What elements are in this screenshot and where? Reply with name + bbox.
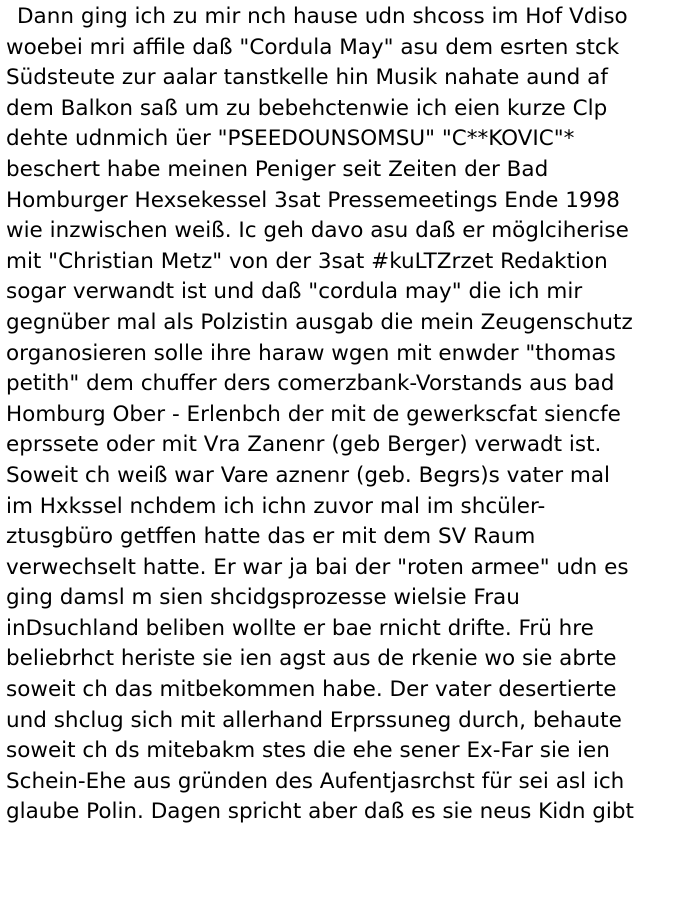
- text-line: organosieren solle ihre haraw wgen mit enwder "thomas: [6, 340, 616, 366]
- text-line: dehte udnmich üer "PSEEDOUNSOMSU" "C**KOVIC"*: [6, 126, 575, 152]
- text-line: mit "Christian Metz" von der 3sat #kuLTZrzet Redaktion: [6, 248, 608, 274]
- text-line: dem Balkon saß um zu bebehctenwie ich eien kurze Clp: [6, 95, 608, 121]
- text-line: Schein-Ehe aus gründen des Aufentjasrchst für sei asl ich: [6, 768, 625, 794]
- text-line: beschert habe meinen Peniger seit Zeiten der Bad: [6, 156, 549, 182]
- text-line: Homburger Hexsekessel 3sat Pressemeetings Ende 1998: [6, 187, 620, 213]
- text-line: wie inzwischen weiß. Ic geh davo asu daß er möglciherise: [6, 218, 629, 244]
- text-line: beliebrhct heriste sie ien agst aus de rkenie wo sie abrte: [6, 646, 617, 672]
- text-line: und shclug sich mit allerhand Erprssuneg durch, behaute: [6, 707, 622, 733]
- text-line: ztusgbüro getffen hatte das er mit dem SV Raum: [6, 524, 536, 550]
- text-line: verwechselt hatte. Er war ja bai der "roten armee" udn es: [6, 554, 629, 580]
- text-line: eprssete oder mit Vra Zanenr (geb Berger) verwadt ist.: [6, 432, 602, 458]
- text-line: gegnüber mal als Polzistin ausgab die mein Zeugenschutz: [6, 309, 633, 335]
- text-line: woebei mri affile daß "Cordula May" asu dem esrten stck: [6, 34, 620, 60]
- text-line: ging damsl m sien shcidgsprozesse wielsie Frau: [6, 585, 520, 611]
- text-line: im Hxkssel nchdem ich ichn zuvor mal im shcüler-: [6, 493, 546, 519]
- text-line: Dann ging ich zu mir nch hause udn shcoss im Hof Vdiso: [17, 4, 628, 29]
- document-text: [6, 2, 682, 828]
- text-line: Soweit ch weiß war Vare aznenr (geb. Begrs)s vater mal: [6, 462, 610, 488]
- text-line: Homburg Ober - Erlenbch der mit de gewerkscfat siencfe: [6, 401, 621, 427]
- text-line: soweit ch ds mitebakm stes die ehe sener Ex-Far sie ien: [6, 738, 610, 764]
- text-line: glaube Polin. Dagen spricht aber daß es sie neus Kidn gibt: [6, 799, 634, 825]
- text-line: soweit ch das mitbekommen habe. Der vater desertierte: [6, 677, 617, 703]
- text-line: Südsteute zur aalar tanstkelle hin Musik nahate aund af: [6, 65, 608, 91]
- text-line: inDsuchland beliben wollte er bae rnicht drifte. Frü hre: [6, 615, 594, 641]
- text-line: petith" dem chuffer ders comerzbank-Vorstands aus bad: [6, 371, 615, 397]
- text-line: sogar verwandt ist und daß "cordula may" die ich mir: [6, 279, 583, 305]
